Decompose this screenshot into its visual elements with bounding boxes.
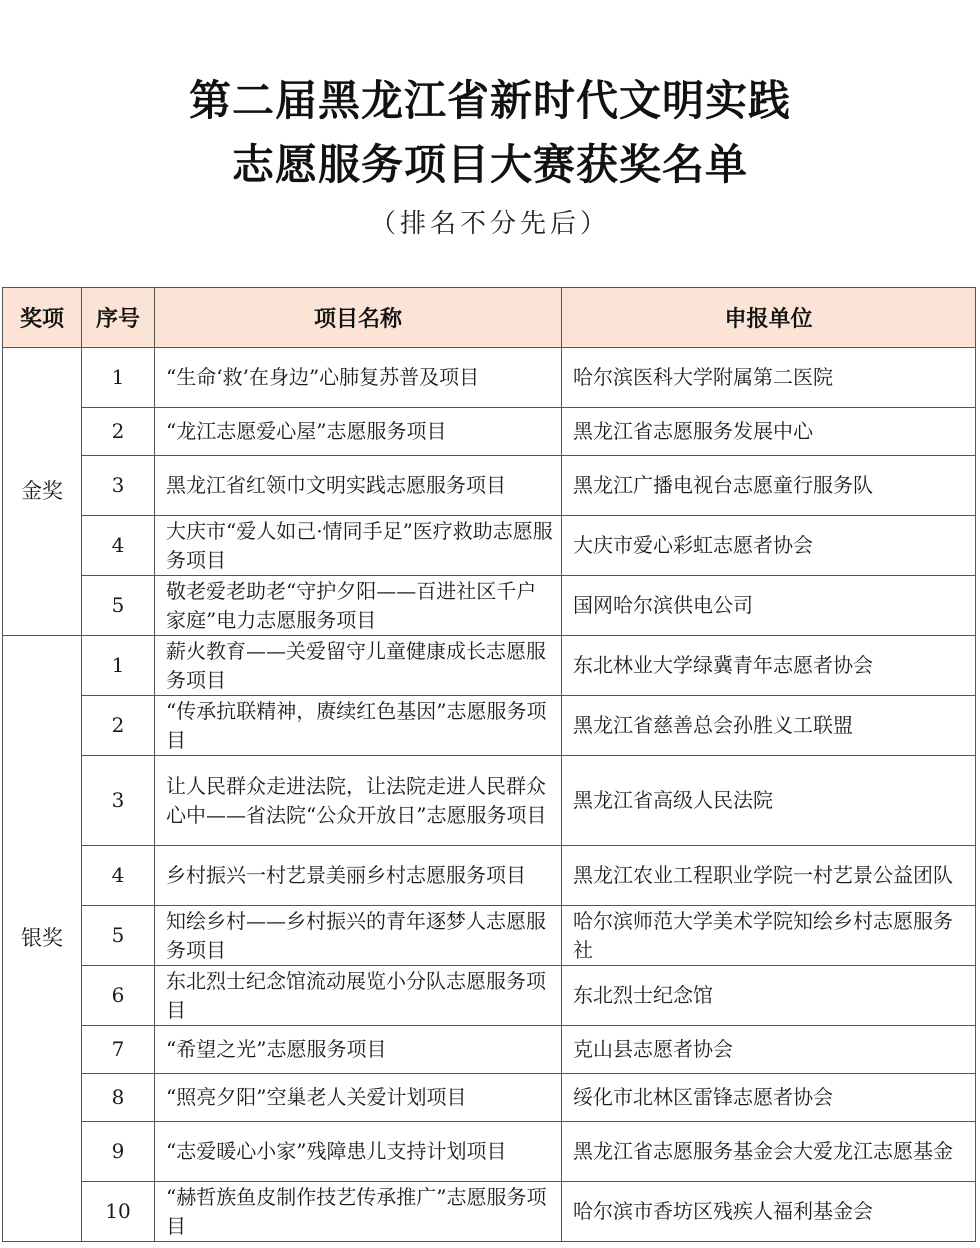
table-row bbox=[3, 1122, 976, 1182]
row-organization: 黑龙江农业工程职业学院一村艺景公益团队 bbox=[562, 846, 976, 906]
row-project-name: “传承抗联精神，赓续红色基因”志愿服务项目 bbox=[155, 696, 562, 756]
row-seq: 3 bbox=[82, 756, 155, 846]
award-silver: 银奖 bbox=[3, 636, 82, 1242]
row-organization: 黑龙江省高级人民法院 bbox=[562, 756, 976, 846]
row-project-name: 让人民群众走进法院，让法院走进人民群众心中——省法院“公众开放日”志愿服务项目 bbox=[155, 756, 562, 846]
row-project-name: “生命‘救’在身边”心肺复苏普及项目 bbox=[155, 348, 562, 408]
row-organization: 黑龙江省志愿服务发展中心 bbox=[562, 408, 976, 456]
table-row bbox=[3, 906, 976, 966]
row-seq: 2 bbox=[82, 408, 155, 456]
table-row bbox=[3, 696, 976, 756]
row-project-name: 黑龙江省红领巾文明实践志愿服务项目 bbox=[155, 456, 562, 516]
awards-table bbox=[2, 287, 976, 1242]
page-subtitle: （排名不分先后） bbox=[369, 209, 610, 239]
row-organization: 东北烈士纪念馆 bbox=[562, 966, 976, 1026]
table-row bbox=[3, 408, 976, 456]
row-project-name: “希望之光”志愿服务项目 bbox=[155, 1026, 562, 1074]
header-seq: 序号 bbox=[82, 288, 155, 348]
row-seq: 4 bbox=[82, 516, 155, 576]
row-project-name: 东北烈士纪念馆流动展览小分队志愿服务项目 bbox=[155, 966, 562, 1026]
row-project-name: 薪火教育——关爱留守儿童健康成长志愿服务项目 bbox=[155, 636, 562, 696]
table-row bbox=[3, 456, 976, 516]
row-organization: 哈尔滨市香坊区残疾人福利基金会 bbox=[562, 1182, 976, 1242]
row-seq: 3 bbox=[82, 456, 155, 516]
award-gold: 金奖 bbox=[3, 348, 82, 636]
row-organization: 哈尔滨师范大学美术学院知绘乡村志愿服务社 bbox=[562, 906, 976, 966]
row-seq: 1 bbox=[82, 348, 155, 408]
header-organization: 申报单位 bbox=[562, 288, 976, 348]
table-row bbox=[3, 966, 976, 1026]
row-project-name: 乡村振兴一村艺景美丽乡村志愿服务项目 bbox=[155, 846, 562, 906]
table-row bbox=[3, 1074, 976, 1122]
table-row bbox=[3, 576, 976, 636]
header-award: 奖项 bbox=[3, 288, 82, 348]
table-row bbox=[3, 846, 976, 906]
row-organization: 黑龙江广播电视台志愿童行服务队 bbox=[562, 456, 976, 516]
row-project-name: “赫哲族鱼皮制作技艺传承推广”志愿服务项目 bbox=[155, 1182, 562, 1242]
row-project-name: 知绘乡村——乡村振兴的青年逐梦人志愿服务项目 bbox=[155, 906, 562, 966]
row-seq: 4 bbox=[82, 846, 155, 906]
row-seq: 6 bbox=[82, 966, 155, 1026]
table-row bbox=[3, 348, 976, 408]
row-project-name: “龙江志愿爱心屋”志愿服务项目 bbox=[155, 408, 562, 456]
header-project-name: 项目名称 bbox=[155, 288, 562, 348]
row-organization: 大庆市爱心彩虹志愿者协会 bbox=[562, 516, 976, 576]
row-seq: 5 bbox=[82, 576, 155, 636]
row-project-name: “照亮夕阳”空巢老人关爱计划项目 bbox=[155, 1074, 562, 1122]
table-row bbox=[3, 1026, 976, 1074]
row-organization: 克山县志愿者协会 bbox=[562, 1026, 976, 1074]
row-project-name: 大庆市“爱人如己·情同手足”医疗救助志愿服务项目 bbox=[155, 516, 562, 576]
row-seq: 1 bbox=[82, 636, 155, 696]
row-organization: 东北林业大学绿冀青年志愿者协会 bbox=[562, 636, 976, 696]
row-seq: 5 bbox=[82, 906, 155, 966]
row-organization: 黑龙江省志愿服务基金会大爱龙江志愿基金 bbox=[562, 1122, 976, 1182]
row-seq: 2 bbox=[82, 696, 155, 756]
table-row bbox=[3, 636, 976, 696]
table-header-row bbox=[3, 288, 976, 348]
row-organization: 哈尔滨医科大学附属第二医院 bbox=[562, 348, 976, 408]
row-seq: 8 bbox=[82, 1074, 155, 1122]
row-organization: 黑龙江省慈善总会孙胜义工联盟 bbox=[562, 696, 976, 756]
page-title-line-2: 志愿服务项目大赛获奖名单 bbox=[231, 140, 748, 189]
row-organization: 国网哈尔滨供电公司 bbox=[562, 576, 976, 636]
table-row bbox=[3, 516, 976, 576]
row-project-name: 敬老爱老助老“守护夕阳——百进社区千户家庭”电力志愿服务项目 bbox=[155, 576, 562, 636]
row-project-name: “志爱暖心小家”残障患儿支持计划项目 bbox=[155, 1122, 562, 1182]
row-seq: 9 bbox=[82, 1122, 155, 1182]
table-row bbox=[3, 1182, 976, 1242]
page-title-line-1: 第二届黑龙江省新时代文明实践 bbox=[188, 76, 791, 125]
row-seq: 10 bbox=[82, 1182, 155, 1242]
row-seq: 7 bbox=[82, 1026, 155, 1074]
row-organization: 绥化市北林区雷锋志愿者协会 bbox=[562, 1074, 976, 1122]
table-row bbox=[3, 756, 976, 846]
